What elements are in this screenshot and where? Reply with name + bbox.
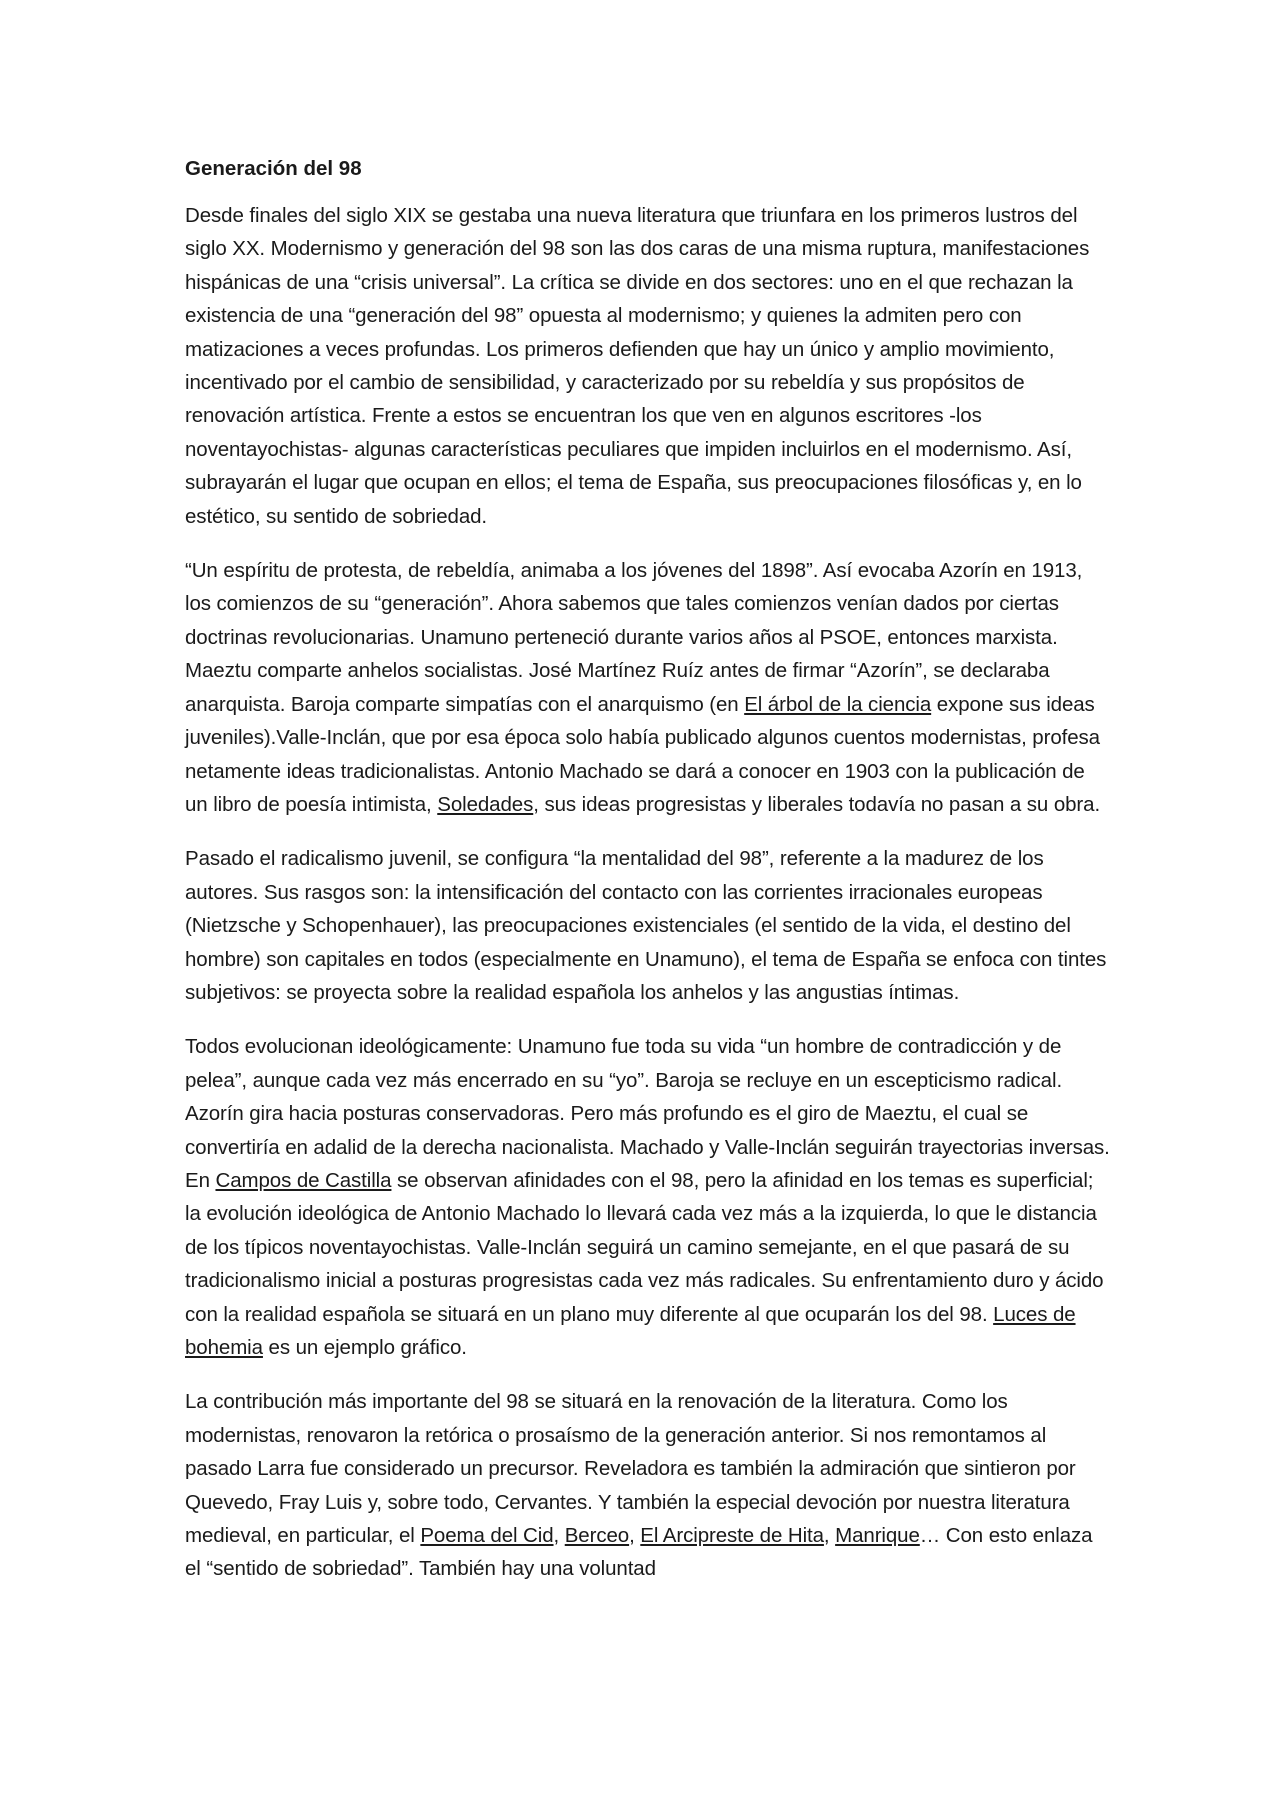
book-title-soledades: Soledades <box>437 792 534 816</box>
author-berceo: Berceo <box>564 1524 630 1548</box>
paragraph-text: Desde finales del siglo XIX se gestaba una nueva literatura que triunfara en los primeros lustros del siglo XX. Modernismo y generación del 98 son las dos caras de una misma ruptura, manifestaciones hispánicas de una “crisis universal”. La crítica se divide en dos sectores: uno en el que rechazan la existencia de una “generación del 98” opuesta al modernismo; y quienes la admiten pero con matizaciones a veces profundas. Los primeros defienden que hay un único y amplio movimiento, incentivado por el cambio de sensibilidad, y caracterizado por su rebeldía y sus propósitos de renovación artística. Frente a estos se encuentran los que ven en algunos escritores -los noventayochistas- algunas características peculiares que impiden incluirlos en el modernismo. Así, subrayarán el lugar que ocupan en ellos; el tema de España, sus preocupaciones filosóficas y, en lo estético, su sentido de sobriedad. <box>185 204 1090 528</box>
paragraph-2 <box>185 554 1111 821</box>
paragraph-text: se observan afinidades con el 98, pero la afinidad en los temas es superficial; la evolución ideológica de Antonio Machado lo llevará cada vez más a la izquierda, lo que le distancia de los típicos noventayochistas. Valle-Inclán seguirá un camino semejante, en el que pasará de su tradicionalismo inicial a posturas progresistas cada vez más radicales. Su enfrentamiento duro y ácido con la realidad española se situará en un plano muy diferente al que ocuparán los del 98. <box>185 1168 1104 1326</box>
paragraph-text: Todos evolucionan ideológicamente: Unamuno fue toda su vida “un hombre de contradicción y de pelea”, aunque cada vez más encerrado en su “yo”. Baroja se recluye en un escepticismo radical. Azorín gira hacia posturas conservadoras. Pero más profundo es el giro de Maeztu, el cual se convertiría en adalid de la derecha nacionalista. Machado y Valle-Inclán seguirán trayectorias inversas. En <box>185 1035 1110 1192</box>
paragraph-text: , <box>553 1524 565 1548</box>
document-page <box>185 152 1111 1607</box>
paragraph-text: es un ejemplo gráfico. <box>262 1336 467 1359</box>
paragraph-text: , sus ideas progresistas y liberales todavía no pasan a su obra. <box>533 792 1101 816</box>
paragraph-5 <box>185 1385 1111 1585</box>
book-title-campos-de-castilla: Campos de Castilla <box>215 1168 392 1192</box>
book-title-el-arbol-de-la-ciencia: El árbol de la ciencia <box>744 692 932 716</box>
paragraph-text: expone sus ideas juveniles).Valle-Inclán, que por esa época solo había publicado algunos cuentos modernistas, profesa netamente ideas tradicionalistas. Antonio Machado se dará a conocer en 1903 con la publicación de un libro de poesía intimista, <box>185 692 1100 816</box>
author-manrique: Manrique <box>835 1524 920 1548</box>
book-title-poema-del-cid: Poema del Cid <box>420 1524 554 1548</box>
book-title-luces-de-bohemia: Luces de bohemia <box>185 1302 1076 1359</box>
paragraph-text: “Un espíritu de protesta, de rebeldía, animaba a los jóvenes del 1898”. Así evocaba Azorín en 1913, los comienzos de su “generación”. Ahora sabemos que tales comienzos venían dados por ciertas doctrinas revolucionarias. Unamuno perteneció durante varios años al PSOE, entonces marxista. Maeztu comparte anhelos socialistas. José Martínez Ruíz antes de firmar “Azorín”, se declaraba anarquista. Baroja comparte simpatías con el anarquismo (en <box>185 559 1083 716</box>
document-title: Generación del 98 <box>185 157 362 180</box>
paragraph-text: La contribución más importante del 98 se situará en la renovación de la literatura. Como los modernistas, renovaron la retórica o prosaísmo de la generación anterior. Si nos remontamos al pasado Larra fue considerado un precursor. Reveladora es también la admiración que sintieron por Quevedo, Fray Luis y, sobre todo, Cervantes. Y también la especial devoción por nuestra literatura medieval, en particular, el <box>185 1390 1076 1548</box>
author-arcipreste-de-hita: El Arcipreste de Hita <box>640 1524 824 1548</box>
paragraph-text: Pasado el radicalismo juvenil, se configura “la mentalidad del 98”, referente a la madurez de los autores. Sus rasgos son: la intensificación del contacto con las corrientes irracionales europeas (Nietzsche y Schopenhauer), las preocupaciones existenciales (el sentido de la vida, el destino del hombre) son capitales en todos (especialmente en Unamuno), el tema de España se enfoca con tintes subjetivos: se proyecta sobre la realidad española los anhelos y las angustias íntimas. <box>185 847 1107 1004</box>
paragraph-text: … Con esto enlaza el “sentido de sobriedad”. También hay una voluntad <box>185 1524 1093 1581</box>
paragraph-text: , <box>823 1524 836 1548</box>
paragraph-3 <box>185 842 1111 1009</box>
paragraph-text: , <box>629 1524 641 1548</box>
paragraph-1 <box>185 199 1111 533</box>
paragraph-4 <box>185 1030 1111 1364</box>
